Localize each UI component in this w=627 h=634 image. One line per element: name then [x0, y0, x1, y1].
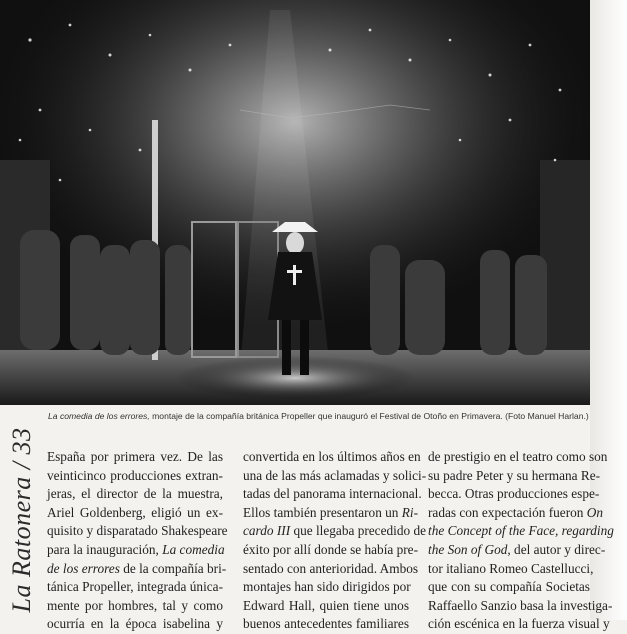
- caption-title: La comedia de los errores,: [48, 411, 150, 421]
- text-line: [47, 504, 223, 523]
- text-line: [428, 615, 610, 634]
- text-line: [47, 448, 223, 467]
- text-line: [243, 597, 409, 616]
- text-run: convertida en los últimos años en: [243, 449, 421, 464]
- text-run: Raffaello Sanzio basa la investiga-: [428, 597, 613, 613]
- text-line: [428, 560, 594, 579]
- text-line: [47, 485, 223, 504]
- text-run: Ellos también presentaron un: [243, 504, 402, 520]
- text-line: [428, 597, 613, 616]
- italic-title: de los errores: [47, 560, 120, 576]
- text-line: [47, 541, 223, 560]
- italic-title: La comedia: [162, 541, 225, 557]
- text-run: montajes han sido dirigidos por: [243, 579, 411, 595]
- text-run: tor italiano Romeo Castellucci,: [428, 560, 594, 576]
- text-run: radas con expectación fueron: [428, 504, 587, 520]
- text-line: [47, 467, 223, 486]
- text-run: que llegaba precedido de: [290, 523, 426, 539]
- text-run: éxito por allí donde se había pre-: [243, 541, 419, 557]
- text-line: [47, 560, 227, 579]
- text-line: [243, 522, 426, 541]
- photo-caption: [48, 410, 588, 422]
- text-run: su padre Peter y su hermana Re-: [428, 467, 601, 483]
- text-run: tadas del panorama internacional.: [243, 486, 422, 502]
- text-line: [243, 504, 419, 523]
- text-line: [243, 615, 409, 634]
- text-line: [243, 448, 421, 467]
- caption-text: montaje de la compañía británica Propeller que inauguró el Festival de Otoño en Primavera. (Foto Manuel Harlan.): [149, 411, 589, 421]
- text-line: [428, 578, 590, 597]
- text-line: [428, 467, 601, 486]
- text-run: Ariel Goldenberg, eligió un ex-: [47, 504, 223, 520]
- text-run: buenos antecedentes familiares: [243, 616, 409, 632]
- text-line: [47, 615, 223, 634]
- text-run: España por primera vez. De las: [47, 449, 223, 464]
- text-column-3: [428, 448, 614, 634]
- text-run: ción escénica en la fuerza visual y: [428, 616, 610, 632]
- text-line: [47, 578, 223, 597]
- text-line: [243, 467, 427, 486]
- text-line: [428, 485, 600, 504]
- text-run: mente por hombres, tal y como: [47, 597, 223, 613]
- text-run: de prestigio en el teatro como son: [428, 449, 608, 464]
- text-run: , del autor y direc-: [507, 541, 606, 557]
- text-run: becca. Otras producciones espe-: [428, 486, 600, 502]
- text-line: [47, 522, 228, 541]
- italic-title: cardo III: [243, 523, 291, 539]
- text-line: [428, 504, 604, 523]
- text-run: veinticinco producciones extran-: [47, 467, 223, 483]
- text-run: ocurría en la época isabelina y: [47, 616, 223, 632]
- text-run: que con su compañía Societas: [428, 579, 590, 595]
- text-run: Edward Hall, quien tiene unos: [243, 597, 409, 613]
- text-run: para la inauguración,: [47, 541, 163, 557]
- italic-title: Ri-: [401, 504, 419, 520]
- text-line: [243, 541, 419, 560]
- text-line: [428, 448, 608, 467]
- page-folio: [2, 427, 42, 613]
- text-line: [47, 597, 223, 616]
- text-run: tánica Propeller, integrada única-: [47, 579, 223, 595]
- italic-title: the Son of God: [428, 541, 508, 557]
- text-column-2: [243, 448, 427, 634]
- text-run: una de las más aclamadas y solici-: [243, 467, 427, 483]
- text-line: [243, 560, 419, 579]
- text-line: [243, 578, 409, 597]
- text-run: jeras, el director de la muestra,: [47, 486, 223, 502]
- text-run: de la compañía bri-: [119, 560, 227, 576]
- italic-title: the Concept of the Face, regarding: [428, 523, 614, 539]
- text-line: [428, 541, 606, 560]
- text-run: sentado con anterioridad. Ambos: [243, 560, 419, 576]
- italic-title: On: [586, 504, 604, 520]
- text-column-1: [47, 448, 228, 634]
- text-run: quisito y disparatado Shakespeare: [47, 523, 228, 539]
- text-line: [428, 522, 614, 541]
- text-line: [243, 485, 422, 504]
- folio-text: La Ratonera / 33: [7, 427, 36, 613]
